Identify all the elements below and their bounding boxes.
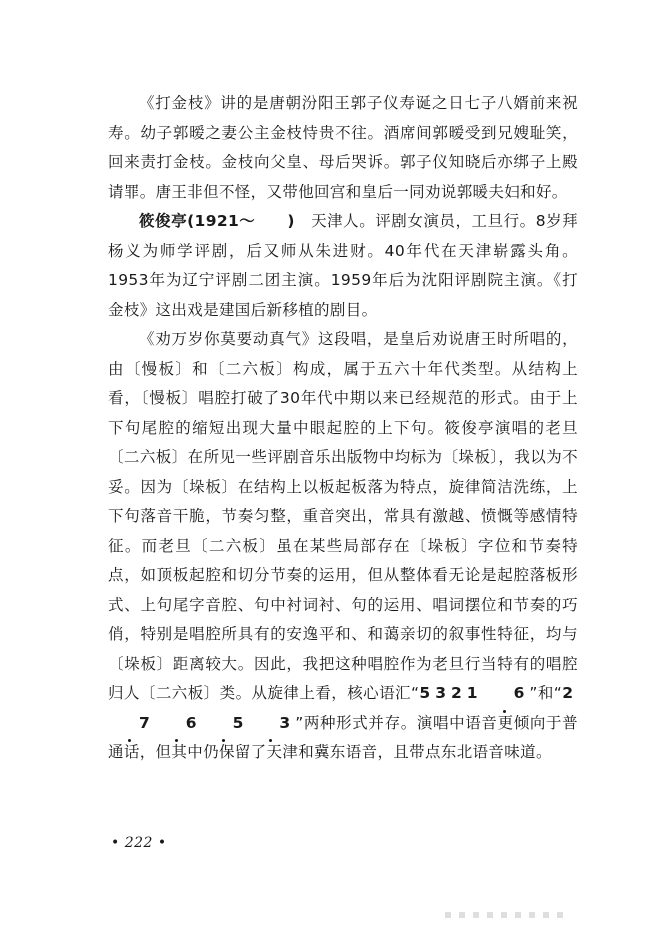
notation-1-digit-b: 3 <box>435 684 451 702</box>
notation-1-digit-d: 1 <box>466 684 483 702</box>
paragraph-plot-summary: 《打金枝》讲的是唐朝汾阳王郭子仪寿诞之日七子八婿前来祝寿。幼子郭暧之妻公主金枝恃贵不往。酒席间郭暧受到兄嫂耻笑，回来责打金枝。金枝向父皇、母后哭诉。郭子仪知晓后亦绑子上殿请罪。唐王非但不怪，又带他回宫和皇后一同劝说郭暖夫妇和好。 <box>108 94 578 201</box>
notation-2-digit-e: 3 <box>248 709 295 739</box>
notation-2-digit-a: 2 <box>562 684 578 702</box>
page-number: • 222 • <box>111 835 167 851</box>
notation-1-digit-a: 5 <box>419 684 436 702</box>
notation-phrase-1 <box>419 684 529 702</box>
analysis-text-end: ”两种形式并存。演唱中语音更倾向于普通话，但其中仍保留了天津和冀东语音，且带点东北语音味道。 <box>108 713 578 761</box>
body-text <box>108 89 578 768</box>
notation-1-digit-e: 6 <box>483 679 530 709</box>
notation-2-digit-c: 6 <box>155 709 202 739</box>
paragraph-performer-bio <box>108 207 578 325</box>
notation-2-digit-d: 5 <box>202 709 249 739</box>
performer-name: 筱俊亭(1921～ ) <box>139 212 295 230</box>
performer-bio-text: 天津人。评剧女演员，工旦行。8岁拜杨义为师学评剧，后又师从朱进财。40年代在天津崭露头角。1953年为辽宁评剧二团主演。1959年后为沈阳评剧院主演。《打金枝》这出戏是建国后新移植的剧目。 <box>108 212 578 319</box>
notation-2-digit-b: 7 <box>108 709 155 739</box>
notation-1-digit-c: 2 <box>450 684 467 702</box>
scan-artifact-marks <box>445 912 565 918</box>
analysis-text-mid: ”和“ <box>529 684 563 702</box>
analysis-text: 《劝万岁你莫要动真气》这段唱，是皇后劝说唐王时所唱的，由〔慢板〕和〔二六板〕构成，属于五六十年代类型。从结构上看，〔慢板〕唱腔打破了30年代中期以来已经规范的形式。由于上下句尾腔的缩短出现大量中眼起腔的上下句。筱俊亭演唱的老旦〔二六板〕在所见一些评剧音乐出版物中均标为〔垛板〕，我以为不妥。因为〔垛板〕在结构上以板起板落为特点，旋律简洁洗练，上下句落音干脆，节奏匀整，重音突出，常具有激越、愤慨等感情特征。而老旦〔二六板〕虽在某些局部存在〔垛板〕字位和节奏特点，如顶板起腔和切分节奏的运用，但从整体看无论是起腔落板形式、上句尾字音腔、句中衬词衬、句的运用、唱词摆位和节奏的巧俏，特别是唱腔所具有的安逸平和、和蔼亲切的叙事性特征，均与〔垛板〕距离较大。因此，我把这种唱腔作为老旦行当特有的唱腔归人〔二六板〕类。从旋律上看，核心语汇“ <box>108 330 578 702</box>
paragraph-music-analysis <box>108 325 578 768</box>
